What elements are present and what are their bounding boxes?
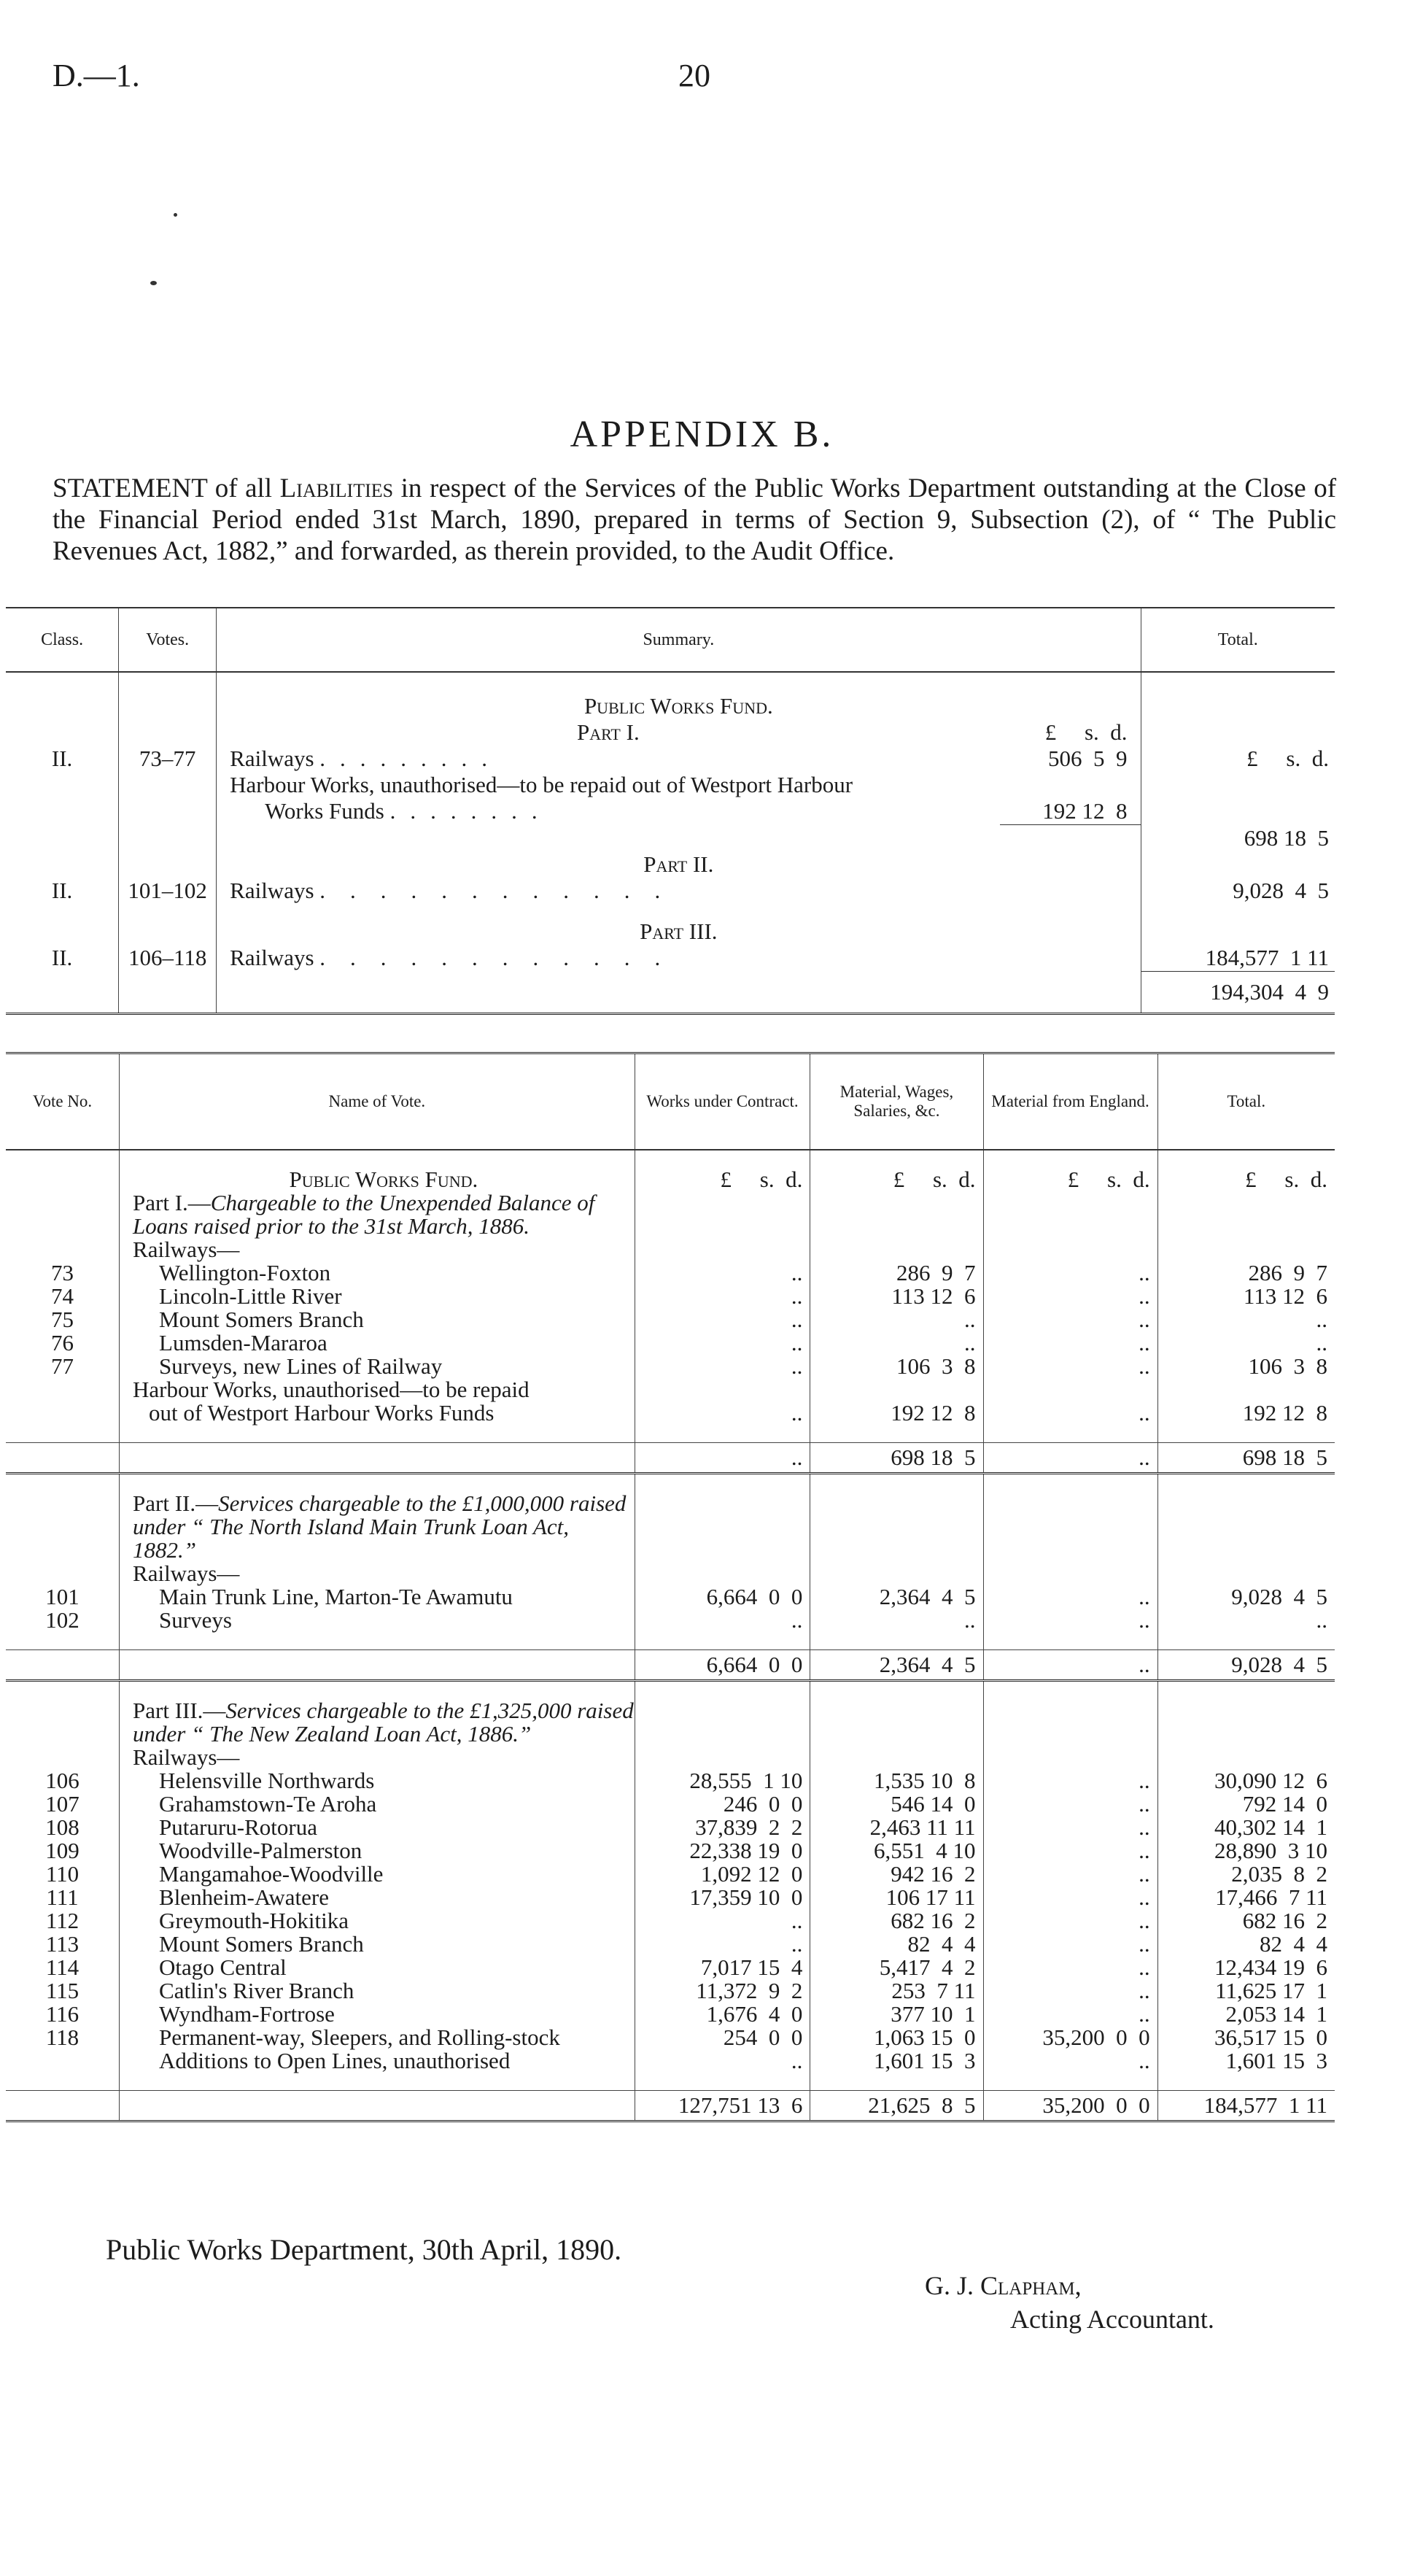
part3-railways-label: Railways— [133, 1744, 240, 1770]
material-value: 253 7 11 [810, 1979, 983, 2003]
summary-class: II. [6, 945, 119, 972]
table-row [6, 1792, 1335, 1816]
works-value: .. [635, 2049, 810, 2073]
works-value: 22,338 19 0 [635, 1839, 810, 1863]
works-value: .. [635, 1261, 810, 1285]
summary-harbour-name2: Works Funds [265, 798, 384, 824]
england-value: .. [983, 1956, 1157, 1979]
signatory-role: Acting Accountant. [1010, 2305, 1214, 2334]
vote-no: 110 [6, 1863, 120, 1886]
material-subtotal: 698 18 5 [810, 1443, 983, 1474]
vote-no: 108 [6, 1816, 120, 1839]
works-value: 246 0 0 [635, 1792, 810, 1816]
statement-rest: in respect of the Services of the Public Works Department outstanding at the Close of the Financial Period ended 31st March, 1890, prepared in terms of Section 9, Subsection (2), of “ The Public Revenues Act, 1882,” and forwarded, as therein provided, to the Audit Office. [53, 473, 1337, 566]
table-row [6, 1979, 1335, 2003]
works-value: 17,359 10 0 [635, 1886, 810, 1909]
vote-no: 75 [6, 1308, 120, 1331]
vote-no: 109 [6, 1839, 120, 1863]
harbour-name: Harbour Works, unauthorised—to be repaid [133, 1377, 530, 1402]
works-value: .. [635, 1378, 810, 1425]
england-subtotal: .. [983, 1443, 1157, 1474]
subtotal-row [6, 1650, 1335, 1681]
england-value: 35,200 0 0 [983, 2026, 1157, 2049]
vote-no: 114 [6, 1956, 120, 1979]
detail-fund-title: Public Works Fund. [289, 1167, 478, 1192]
header-votes: Votes. [119, 608, 217, 672]
works-value: .. [635, 1909, 810, 1933]
total-subtotal: 9,028 4 5 [1157, 1650, 1335, 1681]
header-works-under-contract: Works under Contract. [635, 1053, 810, 1150]
england-subtotal: 35,200 0 0 [983, 2091, 1157, 2121]
works-value: 37,839 2 2 [635, 1816, 810, 1839]
england-value: .. [983, 1585, 1157, 1609]
material-value: 546 14 0 [810, 1792, 983, 1816]
table-row [6, 1285, 1335, 1308]
england-value: .. [983, 1816, 1157, 1839]
england-value: .. [983, 1378, 1157, 1425]
vote-no: 77 [6, 1355, 120, 1378]
vote-name: Woodville-Palmerston [159, 1838, 362, 1863]
england-value: .. [983, 1609, 1157, 1632]
total-value: 9,028 4 5 [1231, 1584, 1327, 1609]
works-value: 1,676 4 0 [635, 2003, 810, 2026]
works-value: 11,372 9 2 [635, 1979, 810, 2003]
material-value: 1,535 10 8 [810, 1769, 983, 1792]
table-row [6, 1355, 1335, 1378]
material-subtotal: 21,625 8 5 [810, 2091, 983, 2121]
vote-name: Lincoln-Little River [159, 1283, 342, 1309]
england-value: .. [983, 1308, 1157, 1331]
table-row [6, 1863, 1335, 1886]
total-subtotal: 184,577 1 11 [1157, 2091, 1335, 2121]
part3-heading: Services chargeable to the £1,325,000 raised under “ The New Zealand Loan Act, 1886.” [133, 1698, 634, 1747]
total-value: .. [1316, 1330, 1327, 1355]
works-value: .. [635, 1285, 810, 1308]
vote-no: 107 [6, 1792, 120, 1816]
table-row [6, 1609, 1335, 1632]
england-value: .. [983, 1769, 1157, 1792]
table-row [6, 2003, 1335, 2026]
works-value: .. [635, 1933, 810, 1956]
ink-speck [150, 281, 157, 285]
material-value: 2,364 4 5 [810, 1585, 983, 1609]
material-value: 682 16 2 [810, 1909, 983, 1933]
vote-name: Blenheim-Awatere [159, 1884, 330, 1910]
page-number: 20 [678, 58, 710, 93]
england-value: .. [983, 1933, 1157, 1956]
currency-header: £ s. d. [983, 1168, 1157, 1191]
part1-heading: Chargeable to the Unexpended Balance of Loans raised prior to the 31st March, 1886. [133, 1190, 595, 1239]
total-value: 1,601 15 3 [1225, 2048, 1327, 2073]
england-value: .. [983, 1792, 1157, 1816]
material-value: 942 16 2 [810, 1863, 983, 1886]
total-value: 82 4 4 [1260, 1931, 1327, 1957]
works-value: .. [635, 1609, 810, 1632]
vote-no: 76 [6, 1331, 120, 1355]
currency-header: £ s. d. [635, 1168, 810, 1191]
total-value: 11,625 17 1 [1215, 1978, 1327, 2003]
vote-name: Helensville Northwards [159, 1768, 375, 1793]
part2-heading-prefix: Part II.— [133, 1490, 219, 1516]
material-value: 1,601 15 3 [810, 2049, 983, 2073]
material-value: .. [810, 1609, 983, 1632]
vote-no: 74 [6, 1285, 120, 1308]
summary-row-name: Railways [230, 878, 314, 903]
total-value: 2,035 8 2 [1231, 1861, 1327, 1887]
table-row [6, 1956, 1335, 1979]
vote-name: Surveys [159, 1607, 232, 1633]
vote-name: Greymouth-Hokitika [159, 1908, 349, 1933]
header-name-of-vote: Name of Vote. [120, 1053, 635, 1150]
vote-name: Additions to Open Lines, unauthorised [159, 2048, 511, 2073]
works-subtotal: 6,664 0 0 [635, 1650, 810, 1681]
summary-part3-title: Part III. [640, 918, 718, 944]
table-row [6, 1816, 1335, 1839]
total-value: 2,053 14 1 [1225, 2001, 1327, 2027]
summary-row-amount: 506 5 9 [1048, 746, 1128, 771]
total-value: 12,434 19 6 [1214, 1954, 1327, 1980]
material-value: 1,063 15 0 [810, 2026, 983, 2049]
table-row [6, 1769, 1335, 1792]
total-value: 286 9 7 [1248, 1260, 1327, 1285]
total-value: 28,890 3 10 [1214, 1838, 1327, 1863]
vote-name: Lumsden-Mararoa [159, 1330, 327, 1355]
works-subtotal: 127,751 13 6 [635, 2091, 810, 2121]
header-total: Total. [1141, 608, 1335, 672]
vote-no: 101 [6, 1585, 120, 1609]
table-row [6, 1261, 1335, 1285]
table-row [6, 1378, 1335, 1425]
material-value: 113 12 6 [810, 1285, 983, 1308]
summary-class: II. [6, 878, 119, 904]
summary-part3-total: 184,577 1 11 [1205, 945, 1329, 970]
vote-name: Main Trunk Line, Marton-Te Awamutu [159, 1584, 513, 1609]
document-series: D.—1. [53, 58, 140, 93]
material-value: 192 12 8 [810, 1378, 983, 1425]
currency-header: £ s. d. [1245, 1167, 1327, 1192]
vote-no: 102 [6, 1609, 120, 1632]
header-class: Class. [6, 608, 119, 672]
vote-no: 112 [6, 1909, 120, 1933]
works-value: 254 0 0 [635, 2026, 810, 2049]
vote-name: Mount Somers Branch [159, 1931, 364, 1957]
vote-no: 73 [6, 1261, 120, 1285]
vote-no: 113 [6, 1933, 120, 1956]
total-value: 36,517 15 0 [1214, 2024, 1327, 2050]
england-value: .. [983, 1261, 1157, 1285]
statement-liabilities: Liabilities [279, 473, 394, 503]
subtotal-row [6, 1443, 1335, 1474]
works-value: .. [635, 1331, 810, 1355]
part1-railways-label: Railways— [133, 1237, 240, 1262]
table-row [6, 1331, 1335, 1355]
vote-no: 106 [6, 1769, 120, 1792]
vote-no: 116 [6, 2003, 120, 2026]
table-row [6, 2026, 1335, 2049]
material-value: 377 10 1 [810, 2003, 983, 2026]
summary-votes: 101–102 [119, 878, 217, 904]
summary-part2-total: 9,028 4 5 [1233, 878, 1329, 903]
total-value: 17,466 7 11 [1215, 1884, 1327, 1910]
vote-name: Catlin's River Branch [159, 1978, 354, 2003]
works-value: .. [635, 1355, 810, 1378]
currency-header: £ s. d. [810, 1168, 983, 1191]
england-value: .. [983, 1355, 1157, 1378]
summary-harbour-amount: 192 12 8 [1000, 798, 1141, 825]
england-value: .. [983, 1331, 1157, 1355]
summary-fund-title: Public Works Fund. [583, 693, 773, 719]
material-subtotal: 2,364 4 5 [810, 1650, 983, 1681]
total-value: 792 14 0 [1242, 1791, 1327, 1817]
vote-name: Grahamstown-Te Aroha [159, 1791, 377, 1817]
material-value: .. [810, 1331, 983, 1355]
vote-no: 115 [6, 1979, 120, 2003]
ink-speck [174, 213, 177, 217]
material-value: 2,463 11 11 [810, 1816, 983, 1839]
vote-name: Mount Somers Branch [159, 1307, 364, 1332]
header-summary: Summary. [217, 608, 1141, 672]
england-value: .. [983, 1839, 1157, 1863]
harbour-name-2: out of Westport Harbour Works Funds [149, 1400, 494, 1426]
england-value: .. [983, 1863, 1157, 1886]
total-value: 106 3 8 [1248, 1353, 1327, 1379]
england-value: .. [983, 1285, 1157, 1308]
table-row [6, 1585, 1335, 1609]
works-value: 6,664 0 0 [635, 1585, 810, 1609]
part3-heading-prefix: Part III.— [133, 1698, 226, 1723]
material-value: 6,551 4 10 [810, 1839, 983, 1863]
summary-part2-title: Part II. [643, 851, 714, 877]
total-subtotal: 698 18 5 [1157, 1443, 1335, 1474]
total-value: 192 12 8 [1242, 1400, 1327, 1426]
summary-currency-total: £ s. d. [1246, 746, 1329, 771]
vote-name: Permanent-way, Sleepers, and Rolling-stock [159, 2024, 560, 2050]
summary-part1-total: 698 18 5 [1244, 825, 1329, 851]
vote-name: Mangamahoe-Woodville [159, 1861, 384, 1887]
department-date: Public Works Department, 30th April, 1890. [106, 2233, 622, 2266]
statement-paragraph [53, 473, 1336, 567]
table-row [6, 2049, 1335, 2073]
material-value: 82 4 4 [810, 1933, 983, 1956]
total-value: .. [1316, 1307, 1327, 1332]
table-row [6, 1933, 1335, 1956]
header-material-wages: Material, Wages, Salaries, &c. [810, 1053, 983, 1150]
vote-name: Wyndham-Fortrose [159, 2001, 335, 2027]
header-total: Total. [1157, 1053, 1335, 1150]
header-vote-no: Vote No. [6, 1053, 120, 1150]
vote-name: Wellington-Foxton [159, 1260, 331, 1285]
material-value: 5,417 4 2 [810, 1956, 983, 1979]
material-value: 286 9 7 [810, 1261, 983, 1285]
england-value: .. [983, 1886, 1157, 1909]
works-value: 1,092 12 0 [635, 1863, 810, 1886]
vote-name: Otago Central [159, 1954, 287, 1980]
vote-name: Putaruru-Rotorua [159, 1814, 317, 1840]
subtotal-row [6, 2091, 1335, 2121]
works-value: 7,017 15 4 [635, 1956, 810, 1979]
statement-lead: STATEMENT of all [53, 473, 273, 503]
vote-no: 118 [6, 2026, 120, 2049]
signatory-name: G. J. Clapham, [925, 2271, 1082, 2300]
table-row [6, 1839, 1335, 1863]
material-value: 106 17 11 [810, 1886, 983, 1909]
england-value: .. [983, 1909, 1157, 1933]
summary-grand-total: 194,304 4 9 [1141, 972, 1335, 1014]
summary-votes: 73–77 [119, 746, 217, 772]
works-value: 28,555 1 10 [635, 1769, 810, 1792]
total-value: 30,090 12 6 [1214, 1768, 1327, 1793]
summary-row-name: Railways [230, 945, 314, 970]
table-row [6, 1308, 1335, 1331]
part1-heading-prefix: Part I.— [133, 1190, 211, 1215]
works-value: .. [635, 1308, 810, 1331]
total-value: .. [1316, 1607, 1327, 1633]
summary-harbour-name: Harbour Works, unauthorised—to be repaid out of Westport Harbour [230, 772, 853, 797]
vote-name: Surveys, new Lines of Railway [159, 1353, 443, 1379]
england-subtotal: .. [983, 1650, 1157, 1681]
table-row [6, 1909, 1335, 1933]
appendix-title: APPENDIX B. [570, 414, 834, 455]
total-value: 113 12 6 [1243, 1283, 1327, 1309]
summary-votes: 106–118 [119, 945, 217, 972]
summary-part1-title: Part I. [576, 719, 640, 745]
works-subtotal: .. [635, 1443, 810, 1474]
total-value: 40,302 14 1 [1214, 1814, 1327, 1840]
summary-table: Class. Votes. Summary. Total. Public Works Fund. Part I. £ s. d. II. 73–77 Railways ......... 506 5 9 £ s. d. Harbour Works, unauthorised—to be repaid out of Westport Harbour Works Funds ........ 192 12 8 698 18 5 Part II. II. 101–102 Railways ............ 9,028 4 5 Part III. II. 106–118 Railways ............ 184,577 1 11 194,304 4 9 [6, 607, 1335, 1015]
table-row [6, 1886, 1335, 1909]
vote-no [6, 2049, 120, 2073]
material-value: .. [810, 1308, 983, 1331]
vote-no: 111 [6, 1886, 120, 1909]
detail-table [6, 1052, 1335, 2122]
summary-currency-header: £ s. d. [1044, 719, 1128, 745]
total-value: 682 16 2 [1242, 1908, 1327, 1933]
part2-heading: Services chargeable to the £1,000,000 raised under “ The North Island Main Trunk Loan Act, 1882.” [133, 1490, 627, 1563]
england-value: .. [983, 2003, 1157, 2026]
summary-class: II. [6, 746, 119, 772]
england-value: .. [983, 2049, 1157, 2073]
material-value: 106 3 8 [810, 1355, 983, 1378]
summary-row-name: Railways [230, 746, 314, 771]
part2-railways-label: Railways— [133, 1560, 240, 1586]
england-value: .. [983, 1979, 1157, 2003]
header-material-from-england: Material from England. [983, 1053, 1157, 1150]
